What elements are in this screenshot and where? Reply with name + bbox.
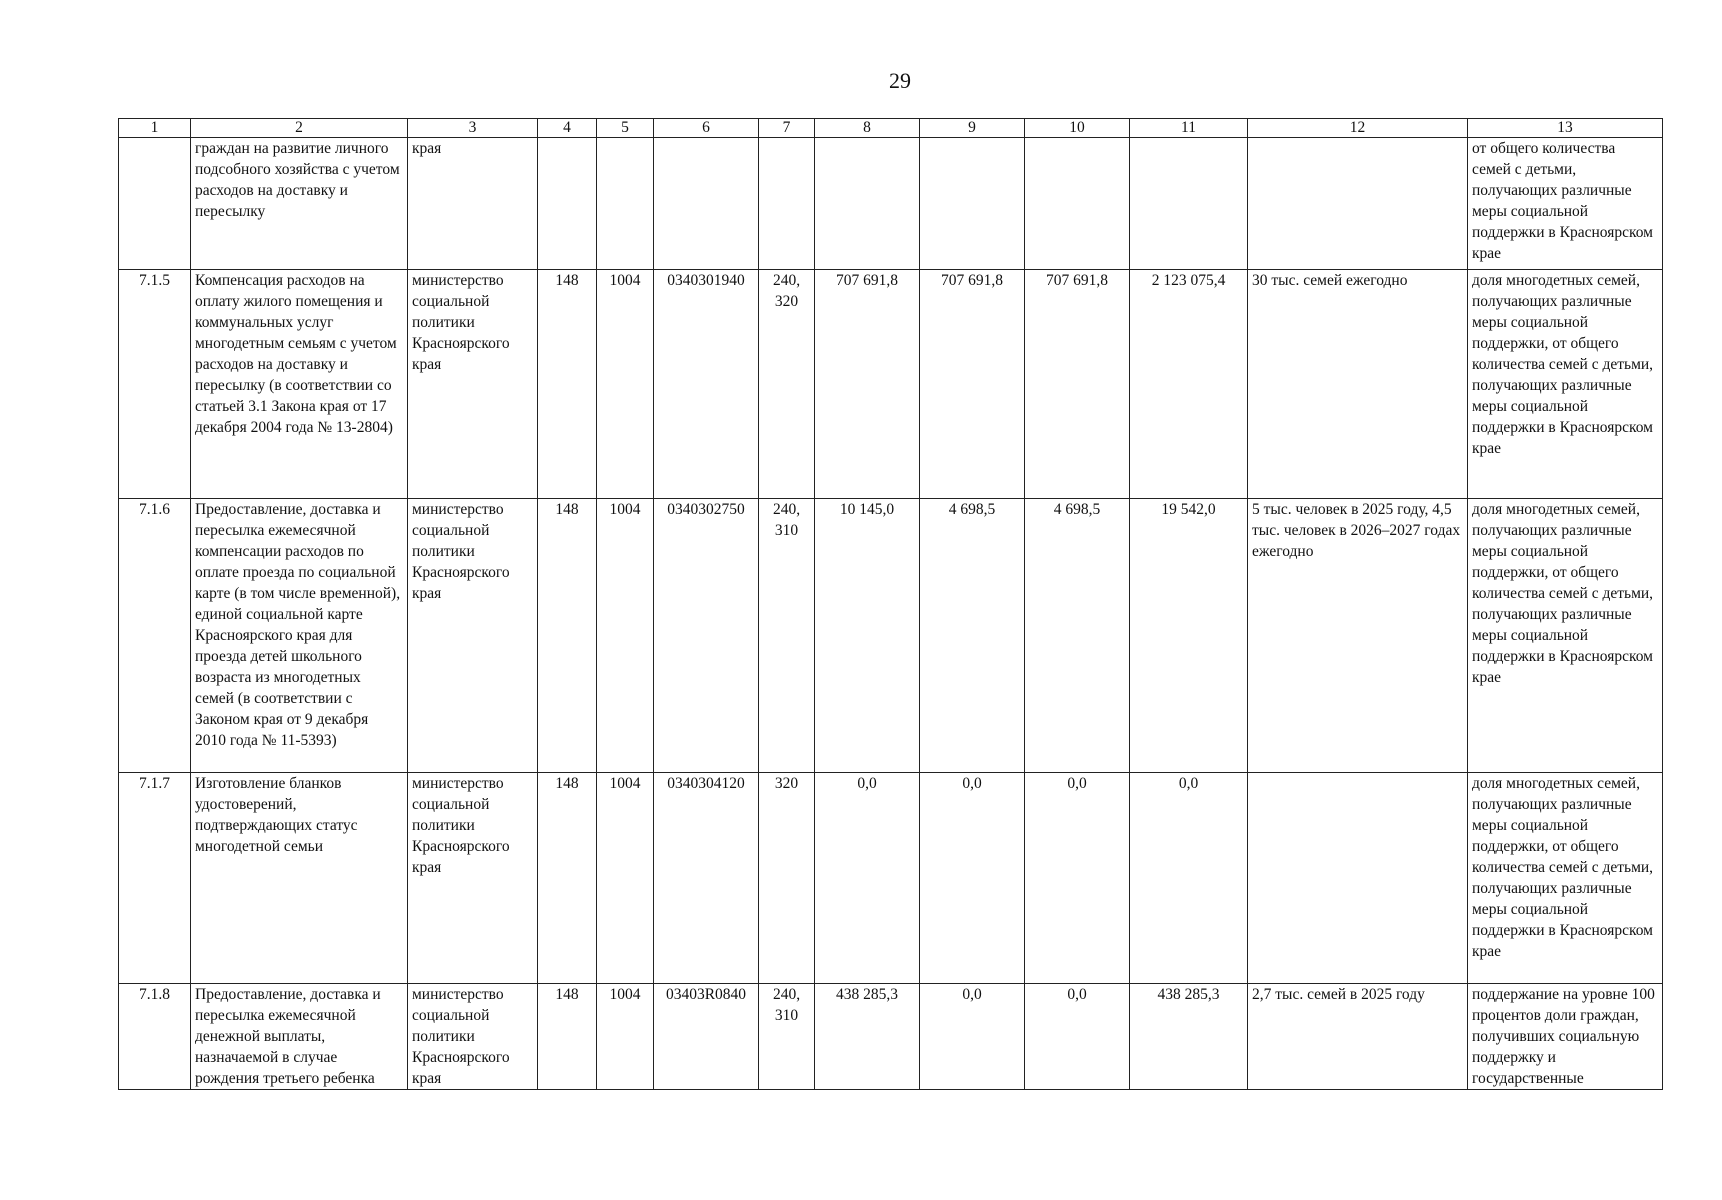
program-table — [118, 118, 1663, 1090]
grbs-code — [538, 138, 597, 270]
expected-result: 30 тыс. семей ежегодно — [1248, 270, 1468, 499]
amount-2025: 0,0 — [815, 773, 920, 984]
amount-total — [1130, 138, 1248, 270]
amount-2026: 707 691,8 — [920, 270, 1025, 499]
table-row — [119, 138, 1663, 270]
measure-name: Предоставление, доставка и пересылка ежемесячной денежной выплаты, назначаемой в случае рождения третьего ребенка — [191, 984, 408, 1090]
table-row — [119, 499, 1663, 773]
grbs-code: 148 — [538, 773, 597, 984]
expected-result: 2,7 тыс. семей в 2025 году — [1248, 984, 1468, 1090]
column-header: 10 — [1025, 119, 1130, 138]
rzpr-code: 1004 — [597, 773, 654, 984]
amount-2026: 0,0 — [920, 773, 1025, 984]
item-number: 7.1.7 — [119, 773, 191, 984]
column-number-row — [119, 119, 1663, 138]
column-header: 11 — [1130, 119, 1248, 138]
column-header: 3 — [408, 119, 538, 138]
amount-2025: 438 285,3 — [815, 984, 920, 1090]
amount-2027: 0,0 — [1025, 984, 1130, 1090]
indicator: доля многодетных семей, получающих различные меры социальной поддержки, от общего количества семей с детьми, получающих различные меры социальной поддержки в Красноярском крае — [1468, 499, 1663, 773]
indicator: поддержание на уровне 100 процентов доли граждан, получивших социальную поддержку и государственные — [1468, 984, 1663, 1090]
table-row — [119, 773, 1663, 984]
rzpr-code — [597, 138, 654, 270]
amount-total: 438 285,3 — [1130, 984, 1248, 1090]
column-header: 7 — [759, 119, 815, 138]
vr-code: 240, 320 — [759, 270, 815, 499]
amount-total: 0,0 — [1130, 773, 1248, 984]
item-number — [119, 138, 191, 270]
amount-2025 — [815, 138, 920, 270]
table-row — [119, 984, 1663, 1090]
vr-code: 240, 310 — [759, 499, 815, 773]
page-number: 29 — [889, 68, 911, 93]
column-header: 13 — [1468, 119, 1663, 138]
amount-2027: 707 691,8 — [1025, 270, 1130, 499]
executor: министерство социальной политики Красноярского края — [408, 270, 538, 499]
measure-name: Изготовление бланков удостоверений, подтверждающих статус многодетной семьи — [191, 773, 408, 984]
item-number: 7.1.6 — [119, 499, 191, 773]
item-number: 7.1.8 — [119, 984, 191, 1090]
amount-2026: 4 698,5 — [920, 499, 1025, 773]
csr-code: 03403R0840 — [654, 984, 759, 1090]
grbs-code: 148 — [538, 984, 597, 1090]
amount-total: 19 542,0 — [1130, 499, 1248, 773]
csr-code: 0340301940 — [654, 270, 759, 499]
expected-result: 5 тыс. человек в 2025 году, 4,5 тыс. человек в 2026–2027 годах ежегодно — [1248, 499, 1468, 773]
grbs-code: 148 — [538, 499, 597, 773]
item-number: 7.1.5 — [119, 270, 191, 499]
amount-2026 — [920, 138, 1025, 270]
executor: министерство социальной политики Красноярского края — [408, 984, 538, 1090]
indicator: доля многодетных семей, получающих различные меры социальной поддержки, от общего количества семей с детьми, получающих различные меры социальной поддержки в Красноярском крае — [1468, 773, 1663, 984]
measure-name: Компенсация расходов на оплату жилого помещения и коммунальных услуг многодетным семьям с учетом расходов на доставку и пересылку (в соответствии со статьей 3.1 Закона края от 17 декабря 2004 года № 13-2804) — [191, 270, 408, 499]
column-header: 1 — [119, 119, 191, 138]
column-header: 5 — [597, 119, 654, 138]
rzpr-code: 1004 — [597, 270, 654, 499]
measure-name: граждан на развитие личного подсобного хозяйства с учетом расходов на доставку и пересылку — [191, 138, 408, 270]
amount-total: 2 123 075,4 — [1130, 270, 1248, 499]
executor: министерство социальной политики Красноярского края — [408, 773, 538, 984]
rzpr-code: 1004 — [597, 499, 654, 773]
column-header: 2 — [191, 119, 408, 138]
executor: министерство социальной политики Красноярского края — [408, 499, 538, 773]
amount-2027 — [1025, 138, 1130, 270]
csr-code: 0340304120 — [654, 773, 759, 984]
amount-2025: 10 145,0 — [815, 499, 920, 773]
column-header: 12 — [1248, 119, 1468, 138]
measure-name: Предоставление, доставка и пересылка ежемесячной компенсации расходов по оплате проезда по социальной карте (в том числе временной), единой социальной карте Красноярского края для проезда детей школьного возраста из многодетных семей (в соответствии с Законом края от 9 декабря 2010 года № 11-5393) — [191, 499, 408, 773]
vr-code: 320 — [759, 773, 815, 984]
executor: края — [408, 138, 538, 270]
amount-2027: 4 698,5 — [1025, 499, 1130, 773]
expected-result — [1248, 138, 1468, 270]
vr-code — [759, 138, 815, 270]
vr-code: 240, 310 — [759, 984, 815, 1090]
column-header: 8 — [815, 119, 920, 138]
column-header: 4 — [538, 119, 597, 138]
column-header: 9 — [920, 119, 1025, 138]
amount-2026: 0,0 — [920, 984, 1025, 1090]
indicator: от общего количества семей с детьми, получающих различные меры социальной поддержки в Красноярском крае — [1468, 138, 1663, 270]
expected-result — [1248, 773, 1468, 984]
amount-2027: 0,0 — [1025, 773, 1130, 984]
indicator: доля многодетных семей, получающих различные меры социальной поддержки, от общего количества семей с детьми, получающих различные меры социальной поддержки в Красноярском крае — [1468, 270, 1663, 499]
amount-2025: 707 691,8 — [815, 270, 920, 499]
grbs-code: 148 — [538, 270, 597, 499]
column-header: 6 — [654, 119, 759, 138]
csr-code: 0340302750 — [654, 499, 759, 773]
csr-code — [654, 138, 759, 270]
table-row — [119, 270, 1663, 499]
rzpr-code: 1004 — [597, 984, 654, 1090]
